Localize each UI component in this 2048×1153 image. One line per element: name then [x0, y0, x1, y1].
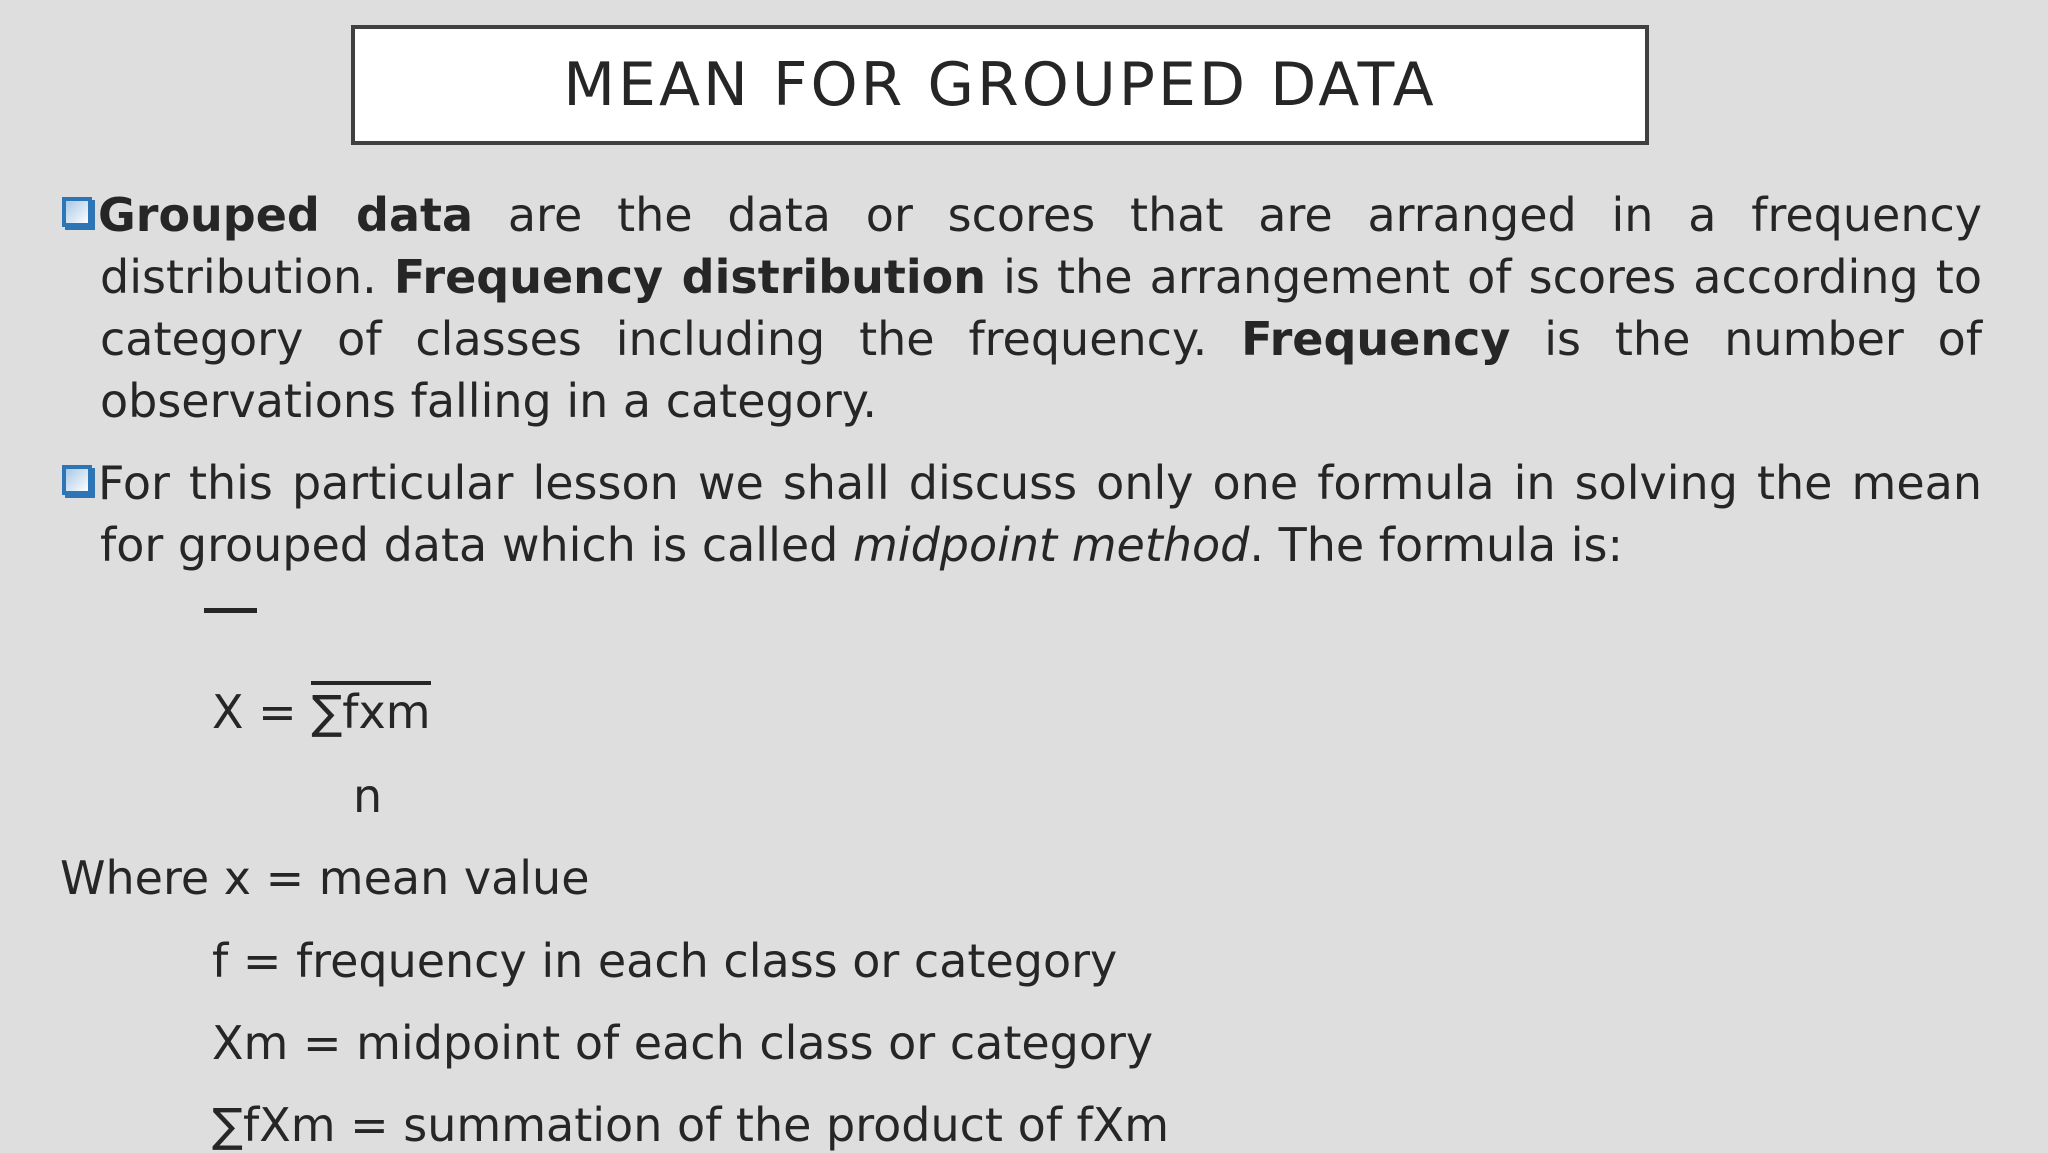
title-box	[351, 25, 1649, 145]
bullet-midpoint-method	[62, 452, 1982, 576]
bullet-grouped-data	[62, 184, 1982, 432]
definition-item: f = frequency in each class or category	[212, 934, 1118, 988]
formula-denominator: n	[353, 769, 383, 823]
bullet1-text2: is the arrangement of scores according to category of classes including the frequency.	[100, 250, 1982, 366]
bullet1-text1: are the data or scores that are arranged in a frequency distribution.	[100, 188, 1982, 304]
checkbox-bullet-icon	[62, 465, 92, 495]
formula-lhs: X =	[212, 685, 312, 739]
bullet2-text1: For this particular lesson we shall discuss only one formula in solving the mean for grouped data which is called	[98, 456, 1982, 572]
midpoint-method-emphasis: midpoint method	[852, 518, 1250, 572]
definition-intro: Where x = mean value	[60, 851, 590, 905]
bullet2-text2: . The formula is:	[1249, 518, 1624, 572]
slide-title: MEAN FOR GROUPED DATA	[563, 50, 1437, 120]
bullet1-text3: is the number of observations falling in a category.	[100, 312, 1983, 428]
term-frequency: Frequency	[1241, 312, 1511, 366]
definition-item: Xm = midpoint of each class or category	[212, 1016, 1154, 1070]
mean-bar-symbol	[204, 608, 257, 613]
formula-line	[212, 684, 431, 740]
definition-item: ∑fXm = summation of the product of fXm	[212, 1098, 1170, 1152]
checkbox-bullet-icon	[62, 197, 92, 227]
formula-numerator: ∑fxm	[311, 681, 430, 739]
term-frequency-distribution: Frequency distribution	[393, 250, 986, 304]
term-grouped-data: Grouped data	[98, 188, 474, 242]
